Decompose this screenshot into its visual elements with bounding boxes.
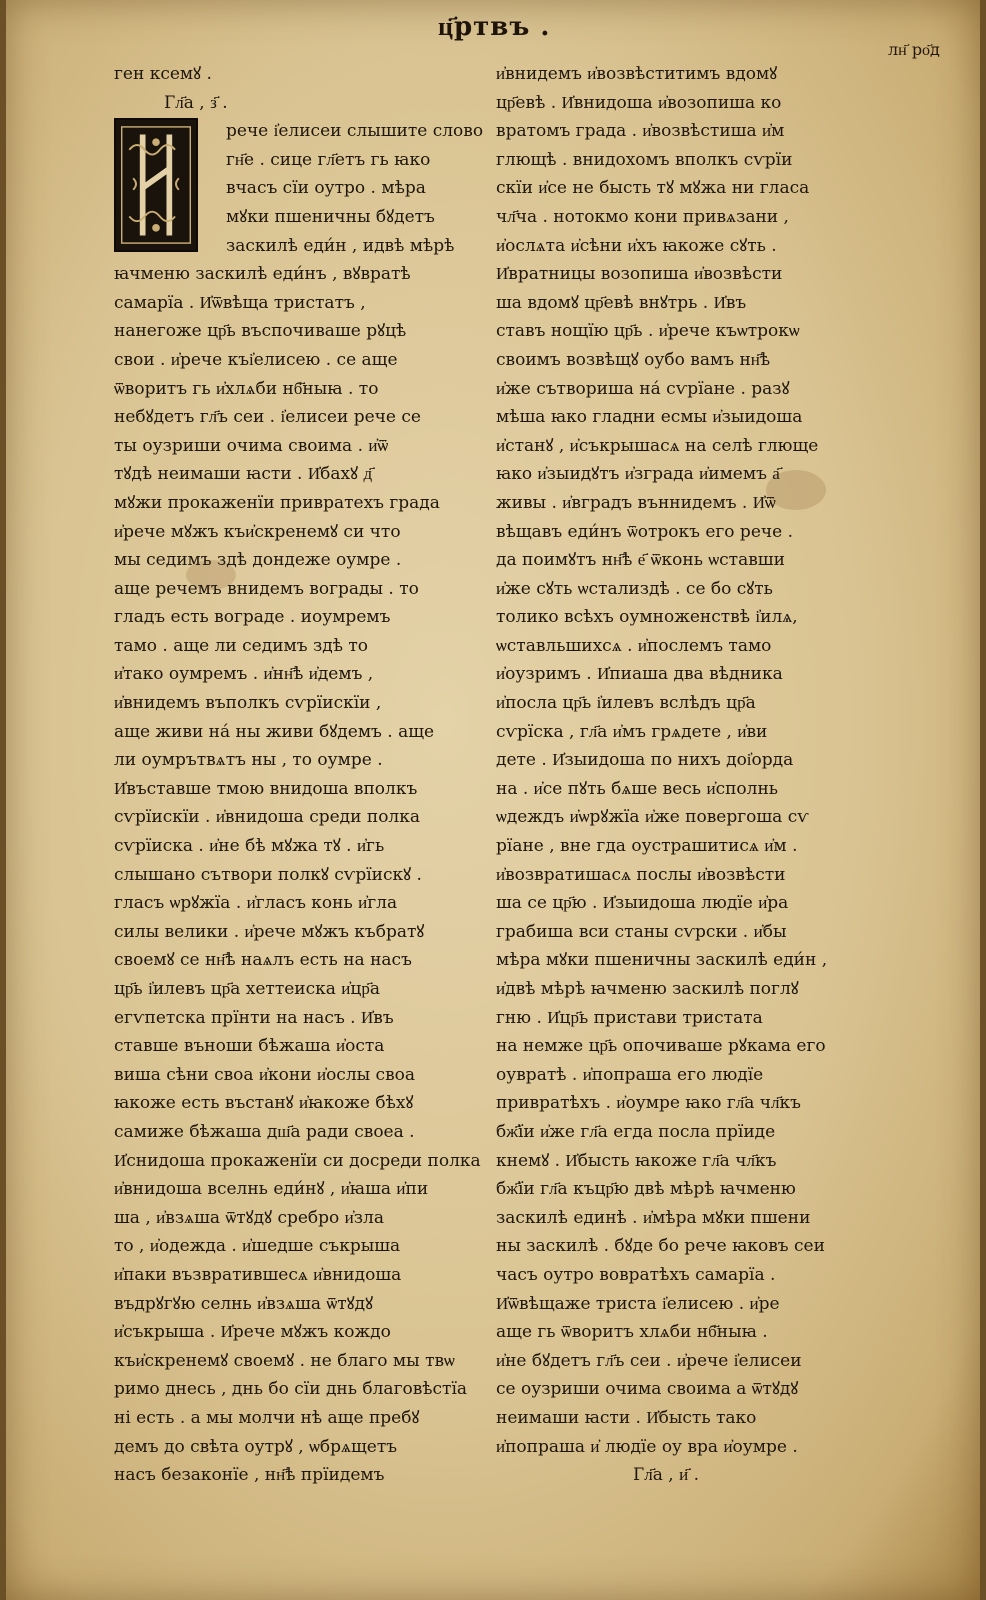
text-line: самиже бѣжаша дш҃а ради своеа . <box>114 1121 415 1142</box>
text-line: и҆ослѧта и҆сѣни и҆хъ ꙗкоже сꙋть . <box>496 235 777 256</box>
text-line: бж҃їи гл҃а къцр҃ю двѣ мѣрѣ ꙗчменю <box>496 1179 796 1200</box>
text-line: нанегоже цр҃ь въспочиваше рꙋцѣ <box>114 321 407 342</box>
text-line: глющѣ . внидохомъ вполкъ сѵрїи <box>496 149 793 170</box>
manuscript-page <box>6 0 980 1600</box>
text-line: ꙗко и҆зыидꙋтъ и҆зграда и҆имемъ а҃ <box>496 464 780 485</box>
text-line: и҆же сътвориша на́ сѵрїане . разꙋ <box>496 378 790 399</box>
opening-line: ген ксемꙋ . <box>114 64 212 84</box>
running-title: ц҃ртвъ . <box>438 12 551 42</box>
text-line: свои . и҆рече къі҆елисею . се аще <box>114 349 398 370</box>
text-line: на . и҆се пꙋть бѧше весь и҆сполнь <box>496 778 779 799</box>
text-line: то , и҆одежда . и҆шедше съкрыша <box>114 1236 401 1257</box>
text-line: ꙗкоже есть въстанꙋ и҆ꙗкоже бѣхꙋ <box>114 1093 414 1114</box>
text-line: римо днесь , днь бо сїи днь благовѣстїа <box>114 1379 468 1400</box>
text-line: и҆возвратишасѧ послы и҆возвѣсти <box>496 864 786 885</box>
text-line: ставше въноши бѣжаша и҆оста <box>114 1036 385 1057</box>
text-line: толико всѣхъ оумноженствѣ і҆илѧ, <box>496 607 798 628</box>
text-line: и҆попраша и҆ людїе оу вра и҆оумре . <box>496 1436 798 1457</box>
text-line: мы седимъ здѣ дондеже оумре . <box>114 550 402 571</box>
text-line: живы . и҆вградъ въннидемъ . И҆ѿ <box>496 492 776 513</box>
text-line: ставъ нощїю цр҃ь . и҆рече къѡтрокѡ <box>496 321 800 342</box>
text-line: оувратѣ . и҆попраша его людїе <box>496 1064 764 1085</box>
text-line: демъ до свѣта оутрꙋ , ѡбрѧщетъ <box>114 1436 398 1457</box>
text-line: и҆внидоша вселнь еди́нꙋ , и҆ꙗша и҆пи <box>114 1179 429 1200</box>
text-line: часъ оутро вовратѣхъ самарїа . <box>496 1264 776 1285</box>
text-line: и҆не бꙋдетъ гл҃ъ сеи . и҆рече і҆елисеи <box>496 1350 802 1371</box>
text-line: тамо . аще ли седимъ здѣ то <box>114 635 369 656</box>
text-line: своимъ возвѣщꙋ оубо вамъ нн҃ѣ <box>496 349 771 370</box>
text-line: и҆тако оумремъ . и҆нн҃ѣ и҆демъ , <box>114 664 374 685</box>
text-line: рїане , вне гда оустрашитисѧ и҆м . <box>496 836 798 857</box>
text-line: гладъ есть вограде . иоумремъ <box>114 607 391 628</box>
chapter-heading: Гл҃а , и҃ . <box>633 1465 699 1486</box>
text-line: и҆паки възвратившесѧ и҆внидоша <box>114 1264 402 1285</box>
text-line: да поимꙋтъ нн҃ѣ е҃ ѿконь ѡставши <box>496 550 785 571</box>
text-line: ѿворитъ гь и҆хлѧби нб҃ныꙗ . то <box>114 378 379 399</box>
text-line: мꙋки пшеничны бꙋдетъ <box>226 206 435 227</box>
text-line: цр҃евѣ . И҆внидоша и҆возопиша ко <box>496 92 782 113</box>
text-line: егѵпетска прїнти на насъ . И҆въ <box>114 1007 394 1028</box>
text-line: силы велики . и҆рече мꙋжъ къбратꙋ <box>114 921 425 942</box>
text-line: аще речемъ внидемъ вограды . то <box>114 578 419 599</box>
text-line: виша сѣни своа и҆кони и҆ослы своа <box>114 1064 416 1085</box>
chapter-heading: Гл҃а , з҃ . <box>164 92 228 113</box>
left-column <box>114 60 492 1490</box>
text-line: ша , и҆взѧша ѿтꙋдꙋ сребро и҆зла <box>114 1207 384 1228</box>
text-line: гн҃е . сице гл҃етъ гь ꙗко <box>226 149 431 170</box>
text-line: И҆вратницы возопиша и҆возвѣсти <box>496 264 783 285</box>
text-line: и҆двѣ мѣрѣ ꙗчменю заскилѣ поглꙋ <box>496 979 799 999</box>
text-line: вратомъ града . и҆возвѣстиша и҆м <box>496 121 785 142</box>
text-line: ꙗчменю заскилѣ еди́нъ , вꙋвратѣ <box>114 264 411 285</box>
text-line: ѡставльшихсѧ . и҆послемъ тамо <box>496 635 772 656</box>
right-text-block <box>496 60 876 1461</box>
text-line: слышано сътвори полкꙋ сѵрїискꙋ . <box>114 864 422 885</box>
text-line: скїи и҆се не бысть тꙋ мꙋжа ни гласа <box>496 178 810 199</box>
text-line: мѣра мꙋки пшеничны заскилѣ еди́н , <box>496 950 828 971</box>
text-line: сѵрїиска . и҆не бѣ мꙋжа тꙋ . и҆гь <box>114 836 385 857</box>
text-line: чл҃ча . нотокмо кони привѧзани , <box>496 206 789 227</box>
text-line: ша се цр҃ю . И҆зыидоша людїе и҆ра <box>496 893 789 914</box>
text-line: гню . И҆цр҃ь пристави тристата <box>496 1007 763 1028</box>
text-line: тꙋдѣ неимаши ꙗсти . И҆бахꙋ д҃ <box>114 464 373 485</box>
text-line: И҆въставше тмою внидоша вполкъ <box>114 778 418 799</box>
text-line: и҆же сꙋть ѡстализдѣ . се бо сꙋть <box>496 578 773 599</box>
text-line: аще живи на́ ны живи бꙋдемъ . аще <box>114 721 435 742</box>
text-line: ты оузриши очима своима . и҆ѿ <box>114 435 389 456</box>
text-line: И҆ѿвѣщаже триста і҆елисею . и҆ре <box>496 1293 780 1314</box>
text-line: ѡдеждъ и҆ѡрꙋжїа и҆же повергоша сѵ <box>496 807 809 828</box>
folio-number: лн҃ ро҃д <box>888 40 940 59</box>
text-line: на немже цр҃ь опочиваше рꙋкама его <box>496 1036 826 1057</box>
text-line: насъ безаконїе , нн҃ѣ прїидемъ <box>114 1465 385 1486</box>
text-line: привратѣхъ . и҆оумре ꙗко гл҃а чл҃къ <box>496 1093 801 1114</box>
text-line: ша вдомꙋ цр҃евѣ внꙋтрь . И҆въ <box>496 292 747 313</box>
text-line: мѣша ꙗко гладни есмы и҆зыидоша <box>496 407 803 428</box>
text-line: и҆посла цр҃ь і҆илевъ вслѣдъ цр҃а <box>496 693 756 714</box>
text-line: къи҆скренемꙋ своемꙋ . не благо мы твѡ <box>114 1350 455 1371</box>
text-line: грабиша вси станы сѵрски . и҆бы <box>496 921 787 942</box>
text-line: аще гь ѿворитъ хлѧби нб҃ныꙗ . <box>496 1322 768 1343</box>
left-text-block <box>114 260 492 1490</box>
text-line: и҆оузримъ . И҆пиаша два вѣдника <box>496 664 783 685</box>
text-line: и҆съкрыша . И҆рече мꙋжъ кождо <box>114 1322 391 1343</box>
text-line: и҆внидемъ и҆возвѣститимъ вдомꙋ <box>496 64 778 84</box>
text-line: дете . И҆зыидоша по нихъ доі҆орда <box>496 750 794 771</box>
text-line: своемꙋ се нн҃ѣ наѧлъ есть на насъ <box>114 950 412 971</box>
text-line: ны заскилѣ . бꙋде бо рече ꙗковъ сеи <box>496 1236 825 1257</box>
text-line: бж҃їи и҆же гл҃а егда посла прїиде <box>496 1121 776 1142</box>
right-column <box>496 60 876 1490</box>
text-line: вѣщавъ еди́нъ ѿотрокъ его рече . <box>496 521 793 542</box>
text-line: И҆снидоша прокаженїи си досреди полка <box>114 1150 481 1171</box>
text-line: въдрꙋгꙋю селнь и҆взѧша ѿтꙋдꙋ <box>114 1293 374 1314</box>
text-line: заскилѣ единѣ . и҆мѣра мꙋки пшени <box>496 1207 811 1228</box>
text-line: небꙋдетъ гл҃ъ сеи . і҆елисеи рече се <box>114 407 421 428</box>
text-line: сѵрїска , гл҃а и҆мъ грѧдете , и҆ви <box>496 721 768 742</box>
text-line: мꙋжи прокаженїи привратехъ града <box>114 492 440 513</box>
text-line: кнемꙋ . И҆бысть ꙗкоже гл҃а чл҃къ <box>496 1150 777 1171</box>
text-line: и҆рече мꙋжъ къи҆скренемꙋ си что <box>114 521 401 542</box>
text-line: гласъ ѡрꙋжїа . и҆гласъ конь и҆гла <box>114 893 398 914</box>
text-line: заскилѣ еди́н , идвѣ мѣрѣ <box>226 235 455 256</box>
text-line: ні есть . а мы молчи нѣ аще пребꙋ <box>114 1407 420 1428</box>
text-line: вчасъ сїи оутро . мѣра <box>226 178 426 199</box>
text-line: самарїа . И҆ѿвѣща тристатъ , <box>114 292 366 313</box>
text-line: и҆станꙋ , и҆съкрышасѧ на селѣ глюще <box>496 435 819 456</box>
text-line: цр҃ь і҆илевъ цр҃а хеттеиска и҆цр҃а <box>114 979 380 999</box>
text-line: сѵрїискїи . и҆внидоша среди полка <box>114 807 420 828</box>
text-line: неимаши ꙗсти . И҆бысть тако <box>496 1407 757 1428</box>
text-line: се оузриши очима своима а ѿтꙋдꙋ <box>496 1379 799 1400</box>
text-line: рече і҆елисеи слышите слово <box>226 121 484 142</box>
text-line: ли оумрътвѧтъ ны , то оумре . <box>114 750 383 771</box>
text-line: и҆внидемъ въполкъ сѵрїискїи , <box>114 693 382 714</box>
